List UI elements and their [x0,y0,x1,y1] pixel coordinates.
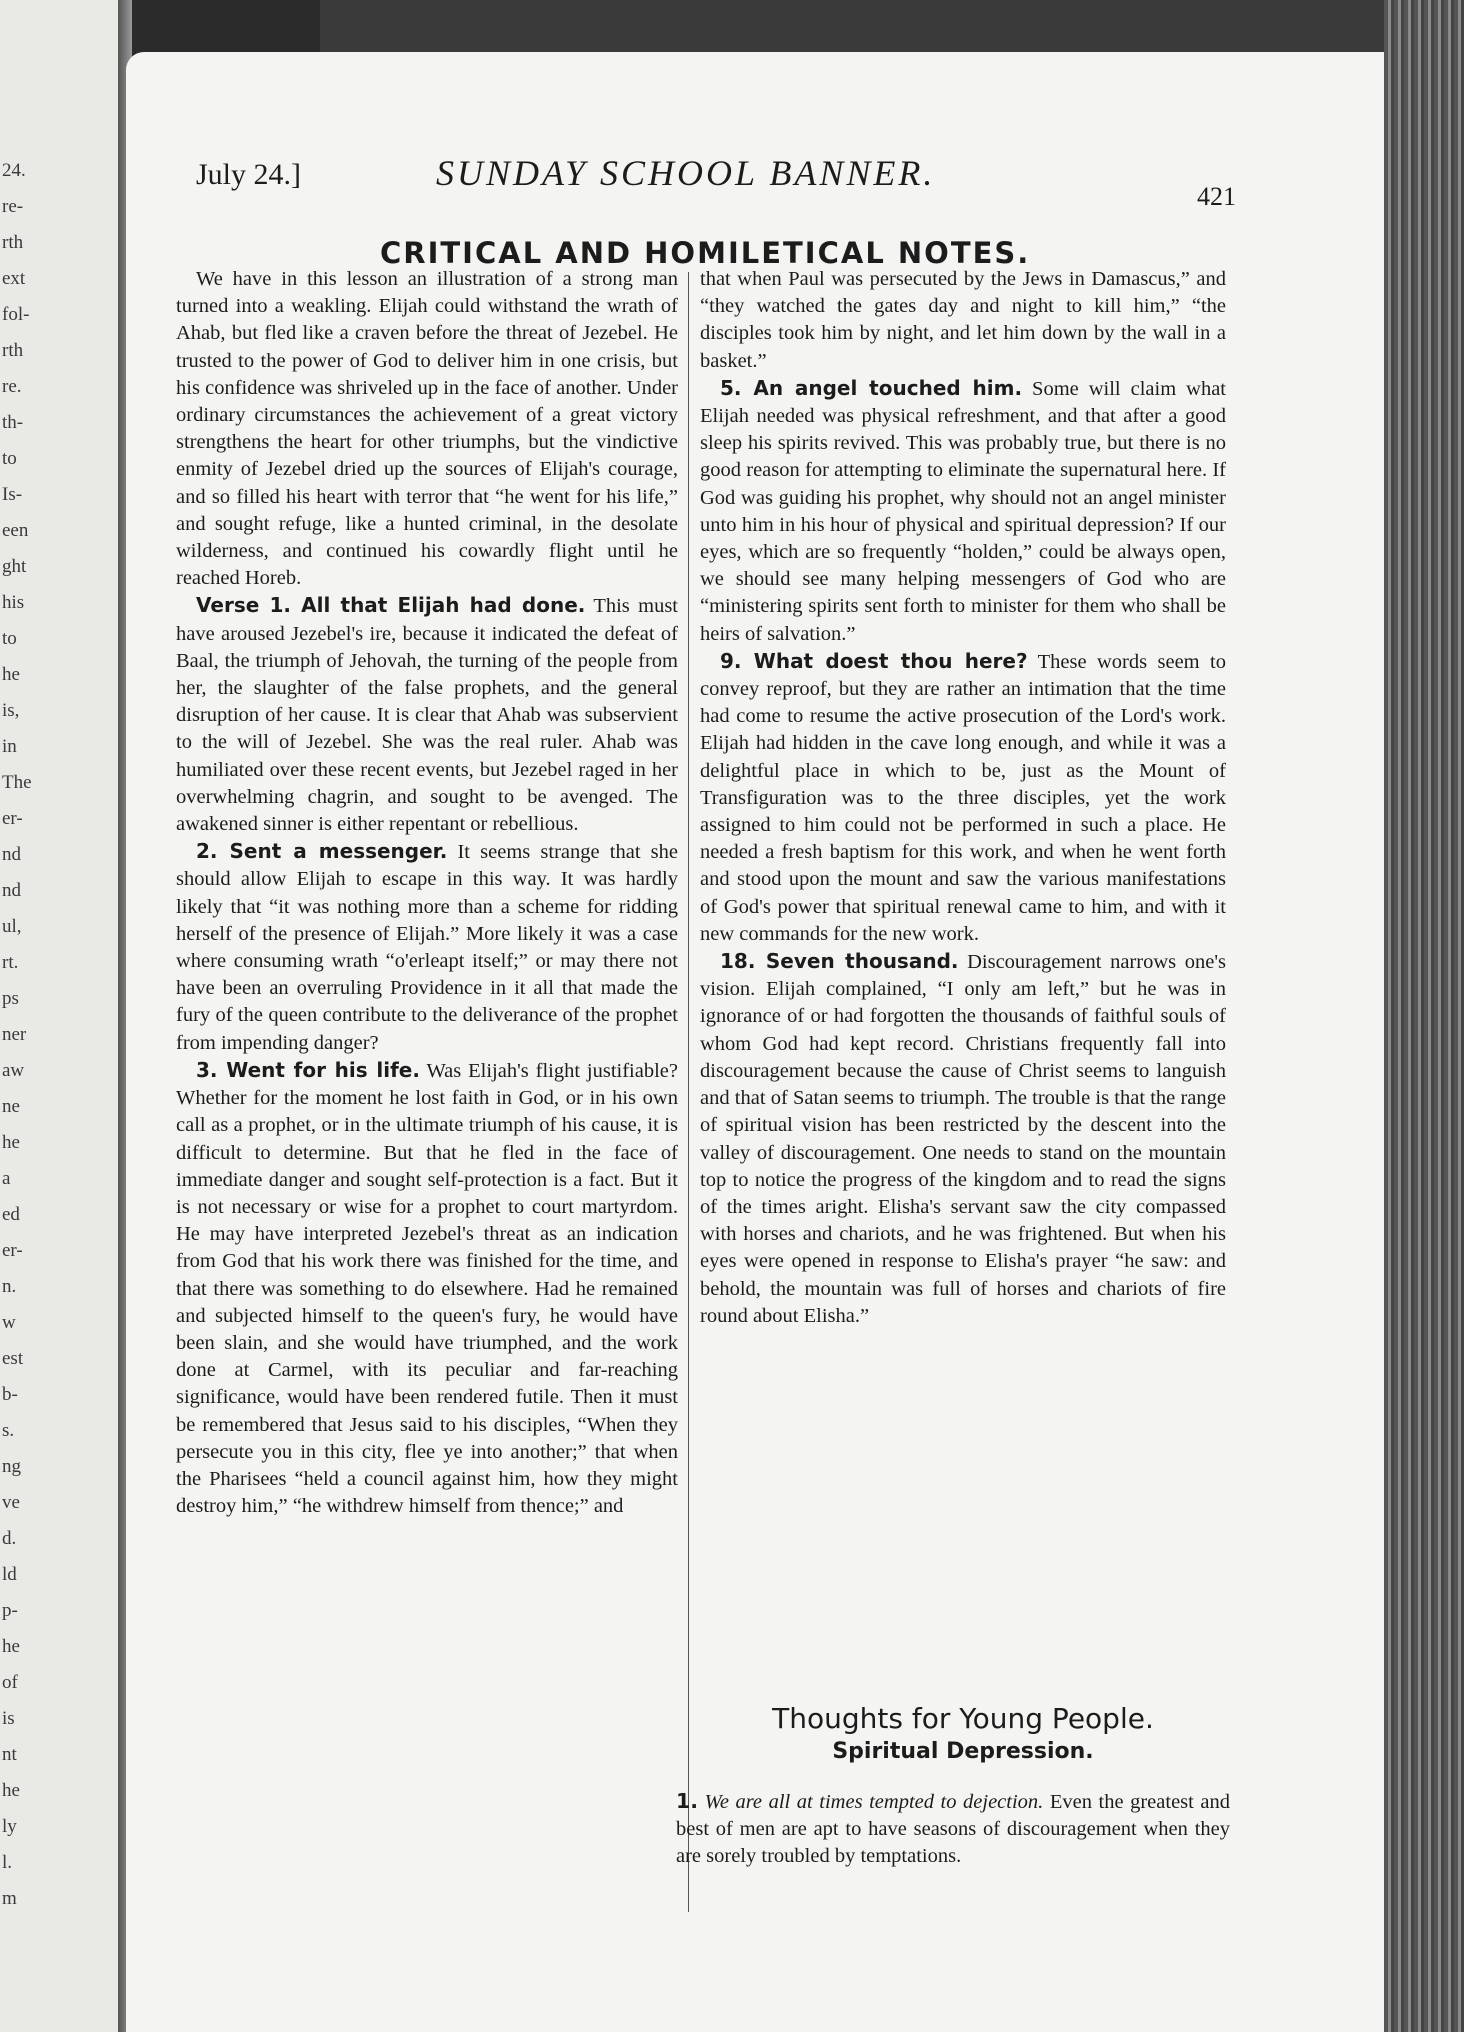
facing-page-fragment: in [2,736,17,757]
facing-page-fragment: is [2,1708,15,1729]
note-paragraph [700,375,1226,648]
thoughts-item-italic: We are all at times tempted to dejection. [704,1791,1044,1813]
note-text: Some will claim what Elijah needed was physical refreshment, and that after a good sleep his spirits revived. This was probably true, but there is no good reason for attempting to eliminate the supernatural here. If God was guiding his prophet, why should not an angel minister unto him in his hour of physical and spiritual depression? If our eyes, which are so frequently “holden,” could be always open, we should see many helping messengers of God who are “ministering spirits sent forth to minister for them who shall be heirs of salvation.” [700,377,1226,645]
note-text: We have in this lesson an illustration of a strong man turned into a weakling. Elijah could withstand the wrath of Ahab, but fled like a craven before the threat of Jezebel. He trusted to the power of God to deliver him in one crisis, but his confidence was shriveled up in the face of another. Under ordinary circumstances the achievement of a great victory strengthens the heart for other triumphs, but the vindictive enmity of Jezebel dried up the sources of Elijah's courage, and so filled his heart with terror that “he went for his life,” and sought refuge, like a hunted criminal, in the desolate wilderness, and continued his cowardly flight until he reached Horeb. [176,268,678,590]
verse-lead: 3. Went for his life. [196,1057,420,1082]
facing-page-fragment: w [2,1312,16,1333]
column-rule [688,272,689,1912]
note-text: These words seem to convey reproof, but they are rather an intimation that the time had come to resume the active prosecution of the Lord's work. Elijah had hidden in the cave long enough, and while it was a delightful place in which to be, just as the Mount of Transfiguration was to the three disciples, yet the work assigned to him could not be performed in such a place. He needed a fresh baptism for this work, and when he went forth and stood upon the mount and saw the various manifestations of God's power that spiritual renewal came to him, and with it new commands for the new work. [700,650,1226,945]
facing-page-fragment: nt [2,1744,17,1765]
facing-page-fragment: The [2,772,32,793]
scan-shadow [320,0,1460,60]
facing-page-fragment: ne [2,1096,20,1117]
note-paragraph [700,266,1226,375]
facing-page-fragment: ng [2,1456,21,1477]
facing-page-fragment: aw [2,1060,25,1081]
facing-page-fragment: fol- [2,304,30,325]
note-text: This must have aroused Jezebel's ire, because it indicated the defeat of Baal, the triumph of Jehovah, the turning of the people from her, the slaughter of the false prophets, and the general disruption of her cause. It is clear that Ahab was subservient to the will of Jezebel. She was the real ruler. Ahab was humiliated over these recent events, but Jezebel raged in her overwhelming chagrin, and sought to be avenged. The awakened sinner is either repentant or rebellious. [176,595,678,836]
section-title: CRITICAL AND HOMILETICAL NOTES. [380,236,1031,270]
verse-lead: 18. Seven thousand. [720,949,959,974]
note-text: that when Paul was persecuted by the Jews in Damascus,” and “they watched the gates day and night to kill him,” “the disciples took him by night, and let him down by the wall in a basket.” [700,268,1226,372]
page-stack-edge [1384,0,1464,2032]
right-column [700,266,1226,1330]
facing-page-fragment: th- [2,412,24,433]
facing-page-fragment: p- [2,1600,18,1621]
facing-page-fragment: b- [2,1384,18,1405]
facing-page-fragment: er- [2,808,23,829]
facing-page-fragment: m [2,1888,17,1909]
facing-page-fragment: he [2,1132,20,1153]
facing-page-fragment: Is- [2,484,23,505]
note-paragraph [176,838,678,1057]
left-column [176,266,678,1520]
facing-page-fragment: ve [2,1492,20,1513]
facing-page-fragment: ps [2,988,19,1009]
facing-page-fragment: ld [2,1564,17,1585]
facing-page-fragment: est [2,1348,24,1369]
facing-page-fragment: er- [2,1240,23,1261]
verse-lead: 2. Sent a messenger. [196,839,448,864]
thoughts-heading-block [700,1702,1226,1764]
facing-page-fragment: ner [2,1024,27,1045]
facing-page-fragment: a [2,1168,11,1189]
verse-lead: 5. An angel touched him. [720,375,1023,400]
facing-page-fragment: n. [2,1276,17,1297]
note-text: Discouragement narrows one's vision. Elijah complained, “I only am left,” but he was in ignorance of or had forgotten the thousands of faithful souls of whom God had kept record. Christians frequently fall into discouragement because the cause of Christ seems to languish and that of Satan seems to triumph. The trouble is that the range of spiritual vision has been restricted by the descent into the valley of discouragement. One needs to stand on the mountain top to notice the progress of the kingdom and to read the signs of the times aright. Elisha's servant saw the city compassed with horses and chariots, and he was frightened. But when his eyes were opened in response to Elisha's prayer “he saw: and behold, the mountain was full of horses and chariots of fire round about Elisha.” [700,951,1226,1327]
facing-page-fragment: rth [2,340,24,361]
facing-page-fragment: een [2,520,29,541]
facing-page-fragment: he [2,1636,20,1657]
thoughts-heading: Thoughts for Young People. [772,1702,1154,1735]
header-date: July 24.] [196,158,301,191]
verse-lead: 9. What doest thou here? [720,648,1028,673]
facing-page-fragment: 24. [2,160,26,181]
facing-page-fragment: ly [2,1816,17,1837]
thoughts-item-text: Even the greatest and best of men are apt to have seasons of discouragement when they are sorely troubled by temptations. [676,1791,1231,1868]
note-paragraph [176,266,678,592]
facing-page-fragment: is, [2,700,20,721]
thoughts-paragraph [676,1788,1230,1871]
periodical-title: SUNDAY SCHOOL BANNER. [436,153,936,193]
facing-page-fragment: he [2,664,20,685]
note-paragraph [700,648,1226,948]
facing-page-fragment: of [2,1672,18,1693]
note-text: It seems strange that she should allow Elijah to escape in this way. It was hardly likely that “it was nothing more than a scheme for ridding herself of the presence of Elijah.” More likely it was a case where consuming wrath “o'erleapt itself;” or may there not have been an overruling Providence in it all that made the fury of the queen contribute to the deliverance of the prophet from impending danger? [176,841,679,1054]
facing-page-fragment: ul, [2,916,22,937]
verse-lead: Verse 1. All that Elijah had done. [196,593,586,618]
note-paragraph [176,1057,678,1520]
page-number: 421 [1197,182,1236,211]
facing-page-fragment: rt. [2,952,19,973]
facing-page-fragment: ght [2,556,27,577]
facing-page-fragment: s. [2,1420,15,1441]
note-paragraph [176,592,678,838]
facing-page-fragment: ed [2,1204,20,1225]
facing-page-edge [0,0,118,2032]
facing-page-fragment: nd [2,880,21,901]
facing-page-fragment: nd [2,844,21,865]
facing-page-fragment: to [2,448,17,469]
facing-page-fragment: his [2,592,25,613]
thoughts-subheading: Spiritual Depression. [832,1739,1094,1764]
facing-page-fragment: d. [2,1528,17,1549]
facing-page-fragment: re- [2,196,24,217]
note-paragraph [700,948,1226,1330]
note-text: Was Elijah's flight justifiable? Whether for the moment he lost faith in God, or in his own call as a prophet, or in the ultimate triumph of his cause, it is difficult to determine. But that he fled in the face of immediate danger and sought self-protection is a fact. But it is not necessary or wise for a prophet to court martyrdom. He may have interpreted Jezebel's threat as an indication from God that his work there was finished for the time, and that there was something to do elsewhere. Had he remained and subjected himself to the queen's fury, he would have been slain, and she would have triumphed, and the work done at Carmel, with its peculiar and far-reaching significance, would have been rendered futile. Then it must be remembered that Jesus said to his disciples, “When they persecute you in this city, flee ye into another;” that when the Pharisees “held a council against him, how they might destroy him,” “he withdrew himself from thence;” and [176,1059,678,1518]
facing-page-fragment: to [2,628,17,649]
facing-page-fragment: rth [2,232,24,253]
facing-page-fragment: he [2,1780,20,1801]
facing-page-fragment: re. [2,376,22,397]
facing-page-fragment: ext [2,268,26,289]
running-header [196,152,1236,212]
facing-page-fragment: l. [2,1852,13,1873]
thoughts-item-number: 1. [676,1789,699,1813]
